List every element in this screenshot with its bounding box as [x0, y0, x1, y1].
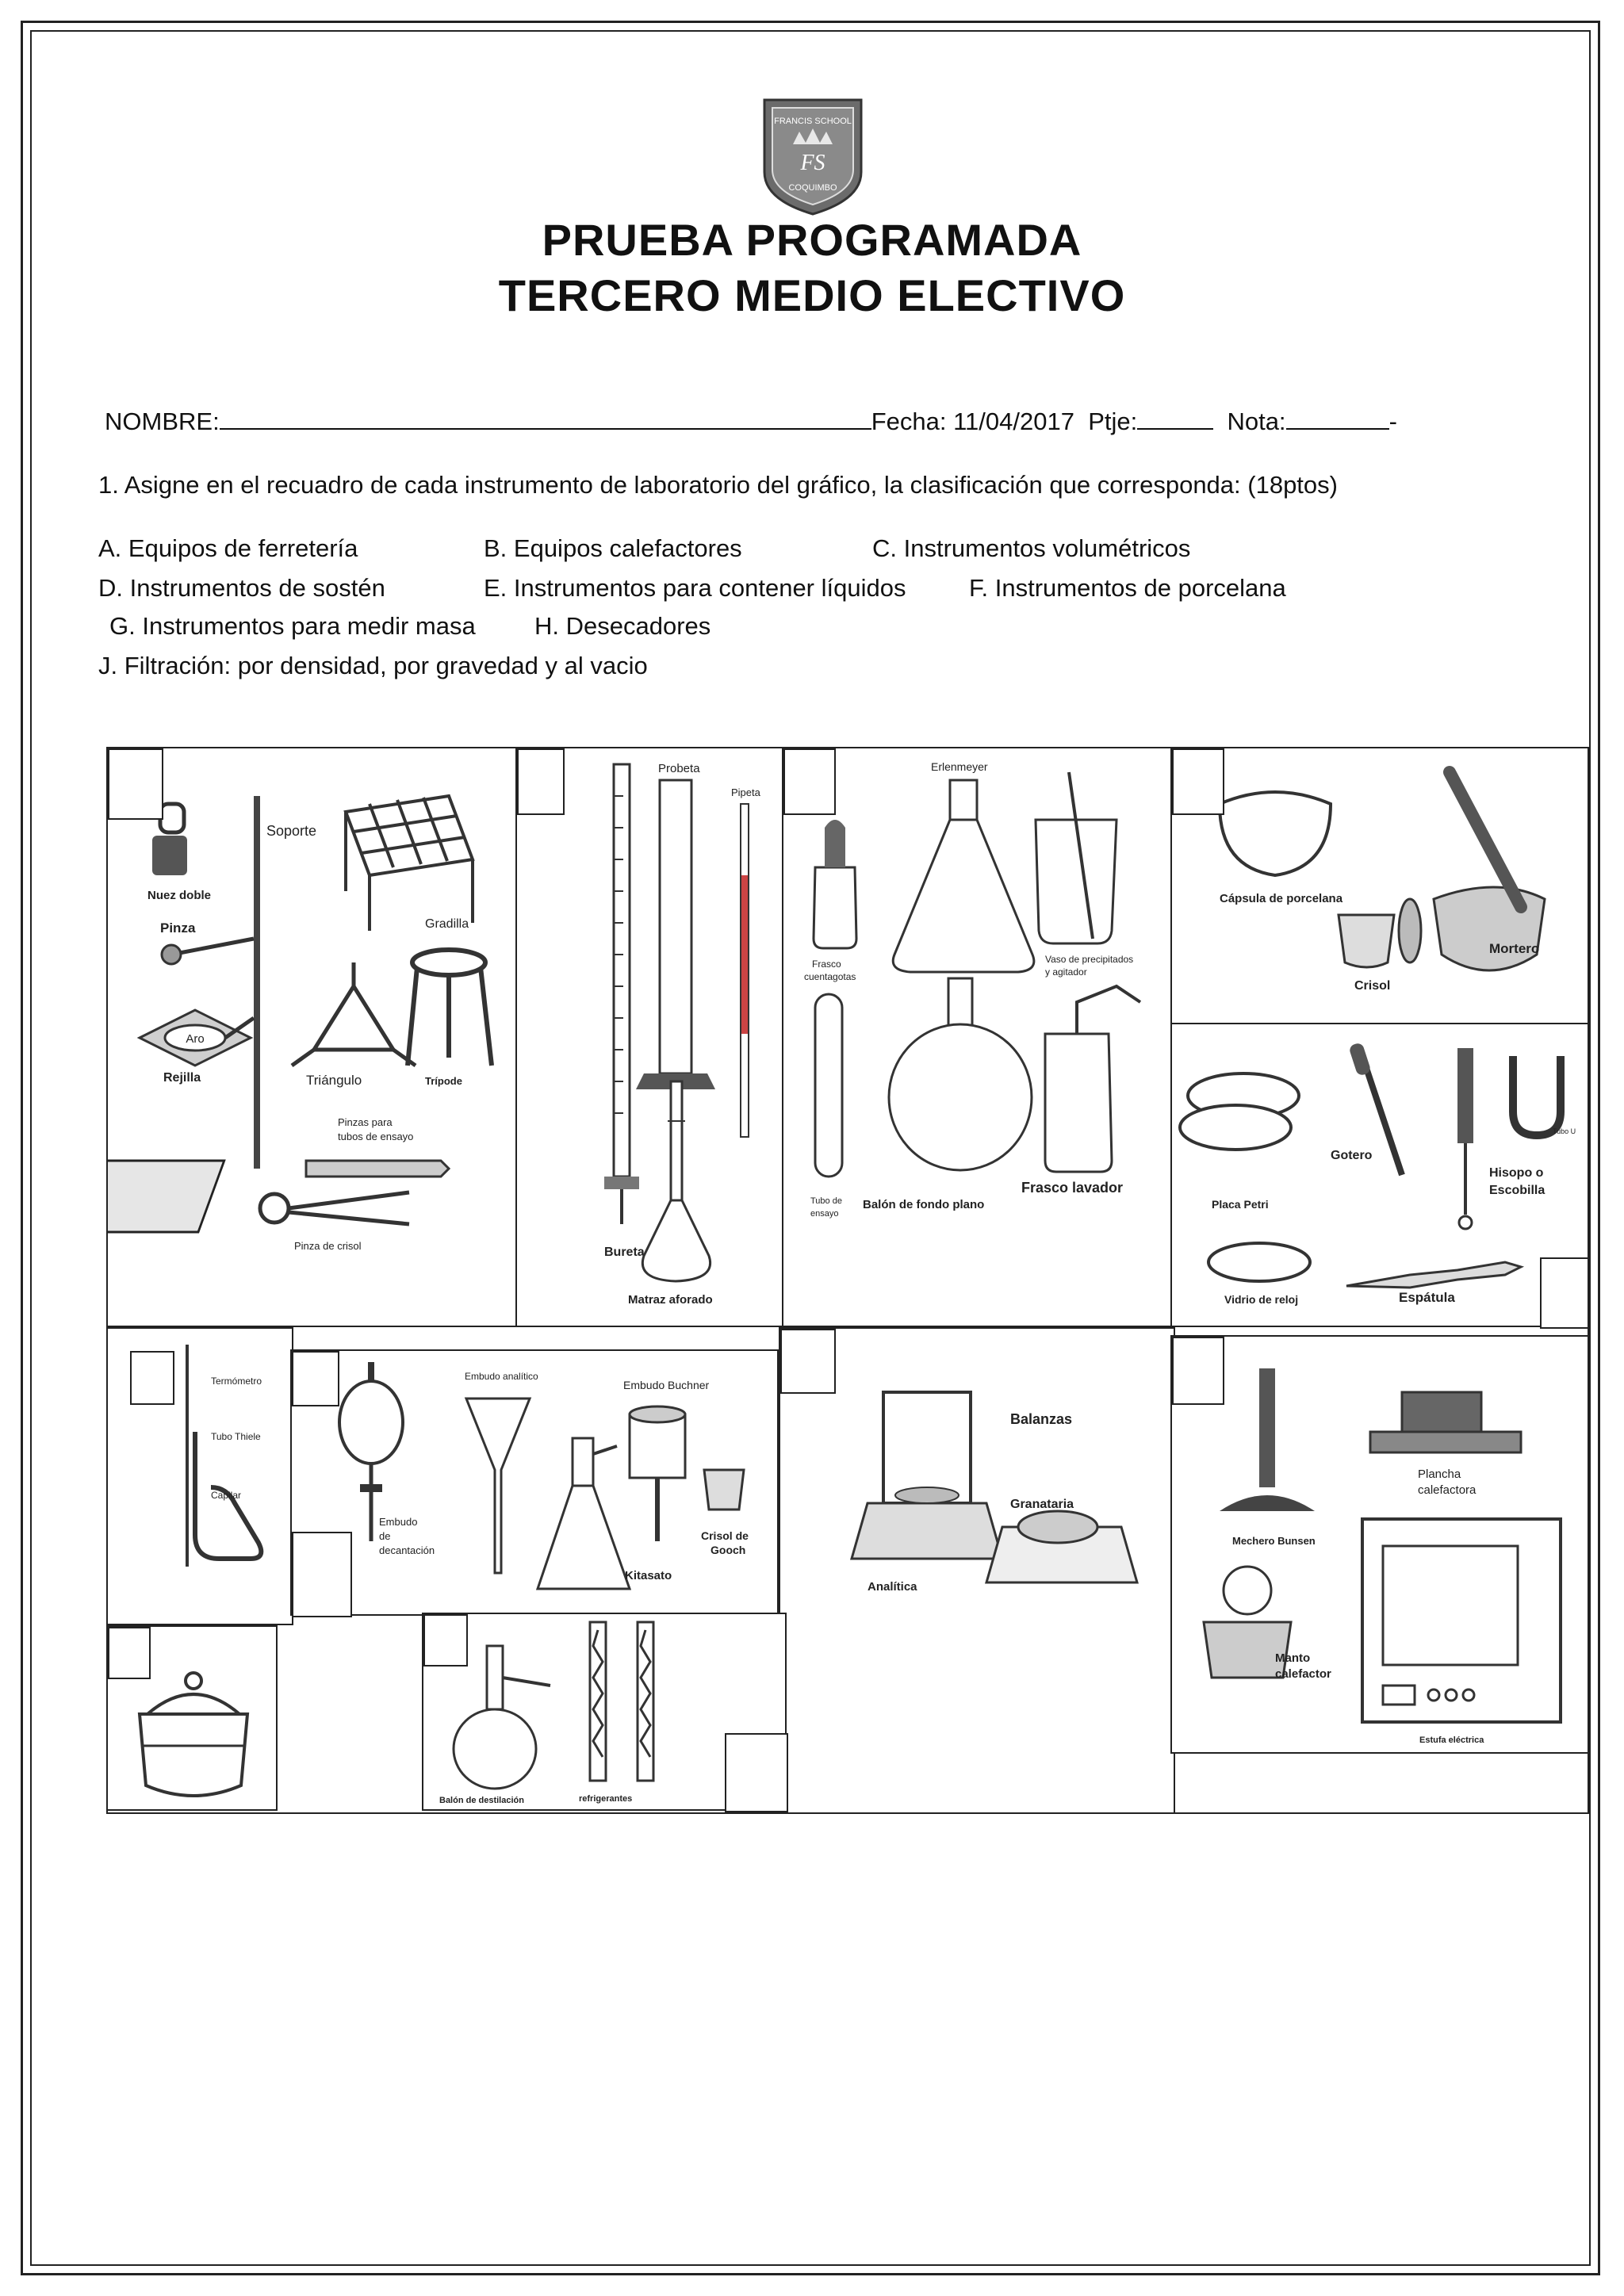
svg-text:Rejilla: Rejilla [163, 1071, 201, 1085]
svg-text:Placa Petri: Placa Petri [1212, 1198, 1269, 1211]
svg-text:Manto: Manto [1275, 1651, 1311, 1665]
grade-suffix: - [1388, 408, 1397, 435]
volumetric-drawing [517, 748, 787, 1329]
svg-text:ensayo: ensayo [810, 1209, 839, 1219]
answer-box-3[interactable] [783, 748, 836, 815]
svg-text:Vidrio de reloj: Vidrio de reloj [1224, 1293, 1299, 1306]
answer-box-1[interactable] [108, 748, 163, 820]
panel-support-equipment [106, 747, 519, 1327]
panel-porcelain [1170, 747, 1589, 1026]
answer-box-12[interactable] [423, 1614, 468, 1667]
score-label: Ptje: [1088, 408, 1138, 435]
option-b: B. Equipos calefactores [484, 534, 742, 562]
svg-text:Embudo Buchner: Embudo Buchner [623, 1379, 710, 1391]
svg-text:FRANCIS SCHOOL: FRANCIS SCHOOL [774, 117, 852, 126]
answer-box-5[interactable] [1540, 1257, 1591, 1329]
svg-text:calefactora: calefactora [1418, 1483, 1477, 1497]
svg-text:Cápsula de porcelana: Cápsula de porcelana [1220, 892, 1343, 905]
svg-text:FS: FS [800, 151, 825, 175]
svg-text:Gotero: Gotero [1331, 1149, 1373, 1162]
svg-text:Gradilla: Gradilla [425, 917, 469, 931]
balances-drawing [780, 1329, 1177, 1816]
student-info-line [105, 408, 1397, 436]
panel-thiele [106, 1327, 293, 1625]
panel-heating [1170, 1335, 1589, 1754]
date-label: Fecha: [871, 408, 947, 435]
panel-balances [779, 1327, 1175, 1814]
svg-text:Estufa eléctrica: Estufa eléctrica [1419, 1735, 1484, 1745]
svg-text:Termómetro: Termómetro [211, 1376, 262, 1387]
svg-text:Embudo: Embudo [379, 1516, 418, 1528]
svg-text:de: de [379, 1530, 391, 1542]
svg-text:Pinza de crisol: Pinza de crisol [294, 1240, 362, 1252]
option-c: C. Instrumentos volumétricos [872, 534, 1191, 562]
svg-text:Granataria: Granataria [1010, 1498, 1074, 1511]
svg-text:Balón de destilación: Balón de destilación [439, 1796, 524, 1805]
svg-text:Tubo de: Tubo de [810, 1196, 842, 1206]
answer-box-2[interactable] [517, 748, 565, 815]
svg-text:Capilar: Capilar [211, 1490, 242, 1501]
panel-glass-misc [1170, 1023, 1589, 1327]
option-d: D. Instrumentos de sostén [98, 574, 385, 602]
svg-text:Balón de fondo plano: Balón de fondo plano [863, 1198, 985, 1211]
porcelain-drawing [1172, 748, 1591, 1027]
title-line-1: PRUEBA PROGRAMADA [542, 215, 1082, 265]
svg-text:Gooch: Gooch [710, 1544, 746, 1556]
question-text: 1. Asigne en el recuadro de cada instrumento de laboratorio del gráfico, la clasificación que corresponda: (18ptos) [98, 471, 1338, 499]
answer-box-6[interactable] [130, 1351, 174, 1405]
answer-box-13[interactable] [725, 1733, 788, 1812]
svg-text:Crisol de: Crisol de [701, 1529, 749, 1542]
svg-text:Matraz aforado: Matraz aforado [628, 1293, 713, 1307]
answer-box-8[interactable] [292, 1532, 352, 1617]
title-line-2: TERCERO MEDIO ELECTIVO [498, 270, 1126, 320]
glass-misc-drawing [1172, 1024, 1591, 1329]
svg-text:Analítica: Analítica [868, 1580, 917, 1594]
svg-text:Soporte: Soporte [266, 823, 317, 839]
option-h: H. Desecadores [534, 612, 711, 640]
svg-text:Frasco: Frasco [812, 959, 841, 970]
answer-box-4[interactable] [1172, 748, 1224, 815]
filtration-drawing [292, 1351, 780, 1617]
svg-text:Vaso de precipitados: Vaso de precipitados [1045, 954, 1134, 965]
grade-field[interactable] [1286, 408, 1389, 430]
svg-text:Tubo Thiele: Tubo Thiele [211, 1431, 261, 1442]
svg-text:Nuez doble: Nuez doble [147, 889, 212, 902]
answer-box-10[interactable] [1172, 1337, 1224, 1405]
svg-text:Mortero: Mortero [1489, 941, 1540, 956]
option-j: J. Filtración: por densidad, por gravedad y al vacio [98, 652, 648, 679]
heating-drawing [1172, 1337, 1591, 1755]
option-f: F. Instrumentos de porcelana [969, 574, 1286, 602]
svg-text:Espátula: Espátula [1399, 1290, 1455, 1305]
svg-text:Plancha: Plancha [1418, 1468, 1461, 1481]
svg-text:Pipeta: Pipeta [731, 786, 760, 798]
svg-text:Triángulo: Triángulo [306, 1073, 362, 1088]
svg-text:Hisopo o: Hisopo o [1489, 1166, 1544, 1180]
svg-text:decantación: decantación [379, 1544, 435, 1556]
svg-text:y agitador: y agitador [1045, 966, 1087, 978]
school-crest-logo [761, 97, 864, 216]
panel-desiccator [106, 1625, 278, 1811]
option-g: G. Instrumentos para medir masa [109, 612, 476, 640]
answer-box-7[interactable] [292, 1351, 339, 1406]
svg-text:Probeta: Probeta [658, 762, 700, 775]
svg-text:Bureta: Bureta [604, 1246, 645, 1259]
score-field[interactable] [1137, 408, 1213, 430]
option-e: E. Instrumentos para contener líquidos [484, 574, 906, 602]
svg-text:Aro: Aro [186, 1032, 205, 1046]
name-label: NOMBRE: [105, 408, 220, 435]
svg-text:Balanzas: Balanzas [1010, 1411, 1073, 1427]
svg-text:calefactor: calefactor [1275, 1667, 1331, 1681]
svg-text:refrigerantes: refrigerantes [579, 1794, 633, 1804]
svg-text:Frasco lavador: Frasco lavador [1021, 1180, 1124, 1196]
svg-text:Crisol: Crisol [1354, 979, 1391, 993]
date-value: 11/04/2017 [953, 408, 1074, 435]
name-field[interactable] [220, 408, 871, 430]
svg-text:Escobilla: Escobilla [1489, 1184, 1545, 1197]
svg-text:tubos de ensayo: tubos de ensayo [338, 1131, 414, 1142]
answer-box-9[interactable] [780, 1329, 836, 1394]
panel-filtration [290, 1349, 779, 1616]
svg-text:cuentagotas: cuentagotas [804, 971, 856, 982]
panel-distillation [422, 1613, 787, 1811]
containers-drawing [783, 748, 1177, 1329]
option-a: A. Equipos de ferretería [98, 534, 358, 562]
grade-label: Nota: [1227, 408, 1286, 435]
support-equipment-drawing [108, 748, 520, 1329]
svg-text:Erlenmeyer: Erlenmeyer [931, 760, 988, 773]
panel-volumetric [515, 747, 785, 1327]
svg-text:Embudo analítico: Embudo analítico [465, 1371, 538, 1382]
svg-text:Mechero Bunsen: Mechero Bunsen [1232, 1535, 1316, 1547]
answer-box-11[interactable] [108, 1627, 151, 1679]
svg-text:Trípode: Trípode [425, 1075, 462, 1087]
svg-text:Pinza: Pinza [160, 920, 196, 936]
svg-text:Pinzas para: Pinzas para [338, 1116, 393, 1128]
svg-text:Tubo U: Tubo U [1553, 1127, 1576, 1135]
panel-containers [782, 747, 1175, 1327]
svg-text:COQUIMBO: COQUIMBO [788, 183, 837, 193]
svg-text:Kitasato: Kitasato [625, 1569, 672, 1582]
